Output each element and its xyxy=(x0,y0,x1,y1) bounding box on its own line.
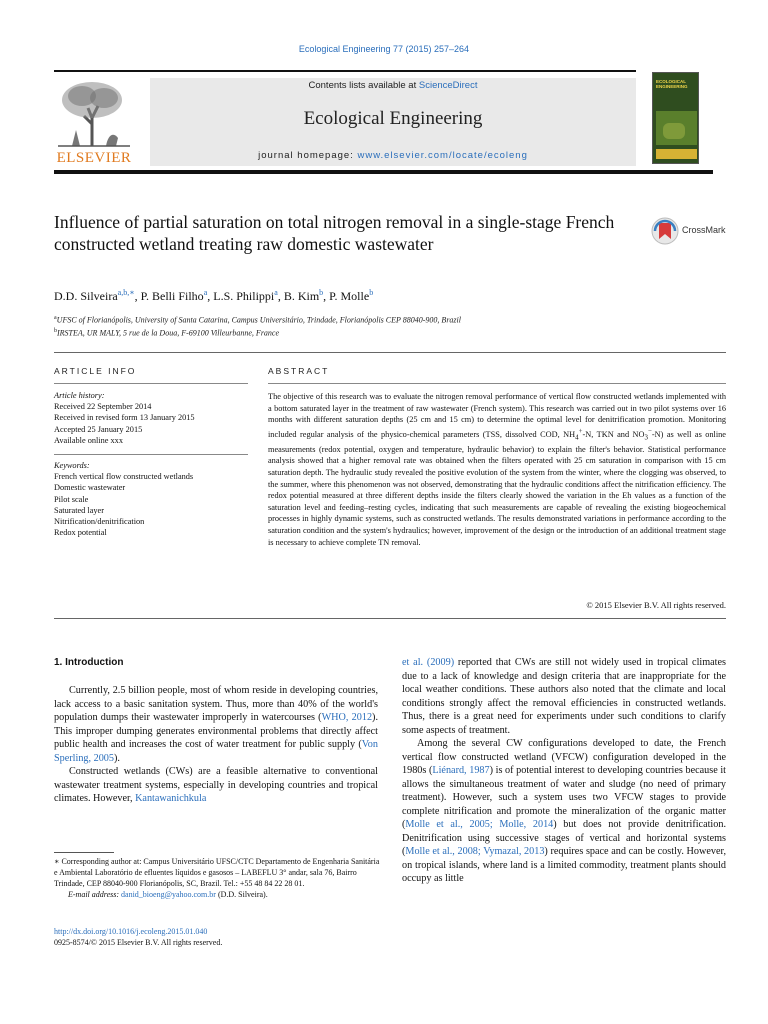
history-item: Accepted 25 January 2015 xyxy=(54,424,143,434)
reference-link[interactable]: Molle et al., 2005; Molle, 2014 xyxy=(405,819,554,830)
keywords-label: Keywords: xyxy=(54,461,90,470)
sciencedirect-link[interactable]: ScienceDirect xyxy=(418,80,478,91)
cover-title: ECOLOGICAL ENGINEERING xyxy=(656,79,688,89)
author-affil-sup[interactable]: a,b,∗ xyxy=(117,288,135,297)
cover-band xyxy=(656,149,697,159)
author-affil-sup[interactable]: b xyxy=(369,288,374,297)
paragraph-text: Constructed wetlands (CWs) are a feasible alternative to conventional wastewater treatment systems, especially in developing countries and tropical climates. However, xyxy=(54,766,378,804)
footnote-rule xyxy=(54,852,114,853)
paragraph-text: ) requires space and can be costly. However, on tropical islands, where land is a limited commodity, treatment plants should occupy as little xyxy=(402,846,727,884)
article-title: Influence of partial saturation on total nitrogen removal in a single-stage French constructed wetland treating raw domestic wastewater xyxy=(54,212,615,254)
homepage-prefix: journal homepage: xyxy=(258,150,358,161)
corresponding-author-text: ∗ Corresponding author at: Campus Universitário UFSC/CTC Departamento de Engenharia Sanitária e Ambiental Laboratório de efluentes líquidos e gasosos – LABEFLU 3° andar, sala 76, Bairro Trindade, CEP 88040-900 Florianópolis, SC, Brazil. Tel.: +55 48 84 22 28 01. xyxy=(54,857,380,888)
keyword-item: French vertical flow constructed wetlands xyxy=(54,472,194,482)
abstract-superscript: − xyxy=(647,427,652,435)
author-affil-sup[interactable]: a xyxy=(203,288,208,297)
issn-line: 0925-8574/© 2015 Elsevier B.V. All rights reserved. xyxy=(54,938,223,947)
affiliation-sup: b xyxy=(54,328,57,335)
keyword-item: Redox potential xyxy=(54,528,107,538)
author-name[interactable]: P. Belli Filho xyxy=(140,289,204,303)
contents-line xyxy=(150,80,636,91)
homepage-link[interactable]: www.elsevier.com/locate/ecoleng xyxy=(357,150,528,161)
keywords xyxy=(54,460,248,538)
journal-banner xyxy=(150,78,636,166)
author-separator: , xyxy=(134,289,141,303)
paragraph xyxy=(402,737,726,886)
article-history xyxy=(54,390,248,446)
email-link[interactable]: danid_bioeng@yahoo.com.br xyxy=(121,890,216,899)
keyword-item: Pilot scale xyxy=(54,494,89,504)
abstract-superscript: + xyxy=(578,427,583,435)
author-name[interactable]: L.S. Philippi xyxy=(213,289,275,303)
paragraph xyxy=(402,656,726,737)
abstract-text: The objective of this research was to evaluate the nitrogen removal performance of vertical flow constructed wetlands implemented with a bottom saturated layer in the treatment of raw wastewater (French system). This research was carried out in two pilot systems over 16 months with different saturation depths (25 cm and 15 cm) to determine the optimal level for denitrification promotion. Monitoring included regular analysis of the physico-chemical parameters (TSS, dissolved COD, NH xyxy=(268,392,726,439)
author-name[interactable]: B. Kim xyxy=(283,289,320,303)
email-line xyxy=(54,889,380,900)
right-column xyxy=(402,656,726,886)
left-column xyxy=(54,684,378,806)
reference-link[interactable]: Kantawanichkula xyxy=(135,793,207,804)
journal-homepage xyxy=(150,150,636,161)
author-affil-sup[interactable]: a xyxy=(274,288,278,297)
author-name[interactable]: P. Molle xyxy=(329,289,370,303)
keyword-item: Domestic wastewater xyxy=(54,483,126,493)
affiliation-sup: a xyxy=(54,315,57,321)
author-separator: , xyxy=(207,289,214,303)
crossmark-button[interactable] xyxy=(651,217,741,245)
author-separator: , xyxy=(323,289,330,303)
author-separator: , xyxy=(277,289,284,303)
paragraph xyxy=(54,765,378,806)
cover-image-detail xyxy=(663,123,685,139)
corresponding-author-footnote xyxy=(54,856,380,900)
paragraph-text: Currently, 2.5 billion people, most of whom reside in developing countries, lack access to a basic sanitation system. Thus, more than 40% of the world's population dumps their wastewater improperly in watercourses ( xyxy=(54,685,378,723)
contents-prefix: Contents lists available at xyxy=(308,80,419,91)
elsevier-tree-icon xyxy=(54,78,134,148)
article-info-rule xyxy=(54,383,248,384)
paragraph-text: reported that CWs are still not widely used in tropical climates due to a lack of knowledge and design criteria that are inappropriate for the local weather conditions. These authors also noted that the climate and local conditions strongly affect the removal efficiencies in constructed wetlands. Thus, there is a great need for experiments under such conditions to clarify some aspects of treatment. xyxy=(402,657,726,736)
abstract-subscript: 3 xyxy=(644,434,648,442)
affiliation-item xyxy=(54,326,674,339)
paragraph-text: Among the several CW configurations developed to date, the French vertical flow constructed wetland (VFCW) configuration developed in the 1980s ( xyxy=(402,738,726,776)
abstract-heading: ABSTRACT xyxy=(268,366,330,376)
reference-link[interactable]: Liénard, 1987 xyxy=(432,765,490,776)
reference-link[interactable]: Von Sperling, 2005 xyxy=(54,739,378,764)
keyword-item: Nitrification/denitrification xyxy=(54,517,145,527)
history-item: Available online xxx xyxy=(54,435,123,445)
paragraph-text: ). This improper dumping generates environmental problems that directly affect public health and increases the cost of water treatment for public supply ( xyxy=(54,712,378,750)
reference-link[interactable]: Molle et al., 2008; Vymazal, 2013 xyxy=(405,846,545,857)
abstract-text: -N) as well as online measurements (redox potential, oxygen and temperature, hydraulic behavior) to explain the filter's behavior. Statistical performance analysis showed that a higher removal rate was obtained when the filters operated with 25 cm saturation in comparison with 15 cm saturation depth. The hydraulic study revealed the positive evolution of the system from the winter, where the clogging was observed, to the summer, where this phenomenon was not observed, demonstrating that the hydraulic conditions affect the nitrification efficiency. The redox potential measured at three different depths inside the filters clearly showed the variation in the Eh values as a function of the saturation level and feeding–resting cycles, indicating that such measurements are capable of revealing the existing biogeochemical processes in highly dynamic systems, such as constructed wetlands. The results demonstrated variations in performance according to the saturation condition and the system's hydraulics; however, improvement of the design or the introduction of an additional treatment stage is necessary to achieve complete TN removal. xyxy=(268,429,726,547)
crossmark-label: CrossMark xyxy=(682,225,726,235)
abstract-body xyxy=(268,391,726,548)
affiliations xyxy=(54,313,674,339)
history-item: Received 22 September 2014 xyxy=(54,402,152,412)
email-suffix: (D.D. Silveira). xyxy=(215,890,268,899)
introduction-heading: 1. Introduction xyxy=(54,657,124,668)
meta-rule-bottom xyxy=(54,618,726,619)
header-rule-top xyxy=(54,70,636,72)
header-rule-bottom xyxy=(54,170,713,174)
paragraph xyxy=(54,684,378,765)
author-name[interactable]: D.D. Silveira xyxy=(54,289,118,303)
doi-link[interactable]: http://dx.doi.org/10.1016/j.ecoleng.2015.01.040 xyxy=(54,927,208,936)
history-item: Received in revised form 13 January 2015 xyxy=(54,413,195,423)
reference-link[interactable]: et al. (2009) xyxy=(402,657,455,668)
paragraph-text: ) is of potential interest to developing countries because it allows the simultaneous treatment of water and sludge (no need of primary treatment). However, such a system uses two VFCW stages to provide complete nitrification and promote the mineralization of the organic matter ( xyxy=(402,765,726,830)
abstract-text: -N, TKN and NO xyxy=(582,429,645,439)
history-label: Article history: xyxy=(54,391,105,400)
email-label: E-mail address: xyxy=(68,890,122,899)
journal-citation[interactable]: Ecological Engineering 77 (2015) 257–264 xyxy=(298,44,470,54)
affiliation-text: UFSC of Florianópolis, University of Santa Catarina, Campus Universitário, Trindade, Florianópolis CEP 88040-900, Brazil xyxy=(56,315,461,325)
journal-cover[interactable] xyxy=(652,72,699,164)
author-affil-sup[interactable]: b xyxy=(319,288,324,297)
affiliation-item xyxy=(54,313,674,326)
affiliation-text: IRSTEA, UR MALY, 5 rue de la Doua, F-69100 Villeurbanne, France xyxy=(57,328,280,338)
paragraph-text: ). xyxy=(114,752,120,764)
elsevier-wordmark: ELSEVIER xyxy=(56,150,132,166)
paragraph-text: ) but does not provide denitrification. Denitrification using successive stages of vertical and horizontal systems ( xyxy=(402,819,726,857)
abstract-subscript: 4 xyxy=(575,434,579,442)
crossmark-icon xyxy=(651,217,679,245)
meta-rule-top xyxy=(54,352,726,353)
abstract-rule xyxy=(268,383,726,384)
doi-block xyxy=(54,926,374,948)
abstract-copyright: © 2015 Elsevier B.V. All rights reserved. xyxy=(586,600,726,610)
journal-name: Ecological Engineering xyxy=(303,108,483,129)
author-list xyxy=(54,289,654,304)
article-info-heading: ARTICLE INFO xyxy=(54,366,137,376)
reference-link[interactable]: WHO, 2012 xyxy=(321,712,373,723)
keyword-item: Saturated layer xyxy=(54,505,104,515)
elsevier-logo xyxy=(54,78,134,164)
keywords-rule xyxy=(54,454,248,455)
